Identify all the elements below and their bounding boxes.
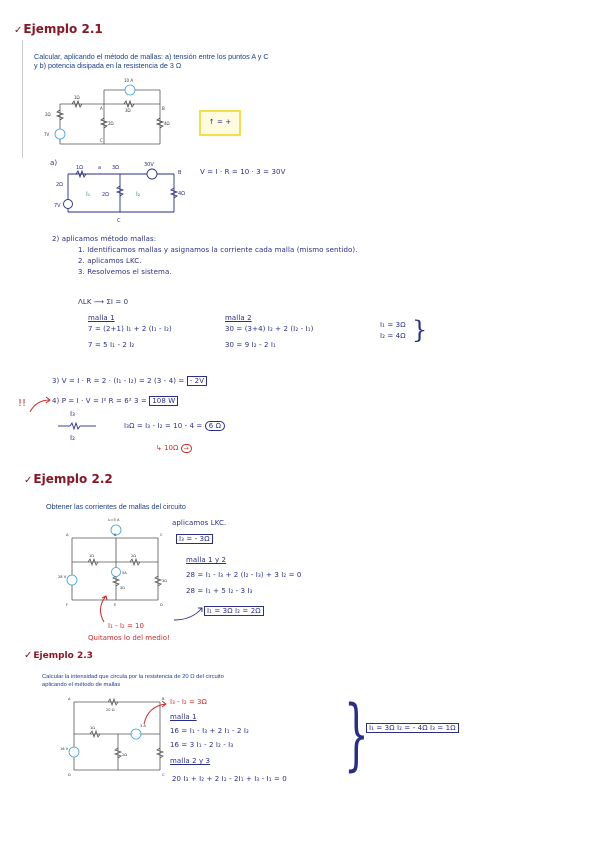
ex3-statement bbox=[42, 674, 224, 689]
ex1-hw-I1: I₁ bbox=[86, 191, 91, 198]
ex2-title: Ejemplo 2.2 bbox=[33, 472, 113, 486]
ex1-step-list bbox=[78, 245, 358, 278]
ex1-pc-v7: 7V bbox=[44, 132, 50, 137]
ex2-lkc: aplicamos LKC. bbox=[172, 519, 227, 527]
ex1-hw-r4: 4Ω bbox=[178, 191, 186, 197]
malla2-eq1: 30 = (3+4) I₂ + 2 (I₂ - I₁) bbox=[225, 325, 314, 333]
ex1-hw-r3: 3Ω bbox=[112, 165, 120, 171]
check-icon: ✓ bbox=[14, 25, 23, 36]
red-arrow-icon bbox=[28, 396, 54, 414]
malla1-eq2: 7 = 5 I₁ - 2 I₂ bbox=[88, 341, 135, 349]
step3-result: - 2V bbox=[187, 376, 207, 386]
i2-label: I₂ bbox=[70, 434, 76, 442]
ex1-malla2 bbox=[225, 313, 313, 351]
ex1-hw-r1: 1Ω bbox=[76, 165, 84, 171]
malla1-eq1: 7 = (2+1) I₁ + 2 (I₁ - I₂) bbox=[88, 325, 172, 333]
ex1-hw-r2b: 2Ω bbox=[102, 192, 110, 198]
ex2-i3-box bbox=[176, 534, 213, 545]
ex2-statement: Obtener las corrientes de mallas del circuito bbox=[46, 502, 186, 511]
ex1-pc-C: C bbox=[100, 138, 103, 143]
ex1-voltage-equation-text: V = I · R = 10 · 3 = 30V bbox=[200, 168, 286, 176]
step-item: 3. Resolvemos el sistema. bbox=[78, 268, 172, 276]
ex1-printed-circuit bbox=[42, 76, 177, 148]
ex1-pc-r4: 4Ω bbox=[164, 121, 170, 126]
ex3-pc-v16: 16 V bbox=[60, 747, 69, 751]
ex2-result bbox=[204, 606, 264, 617]
ex2-pc-src-mid: 5A bbox=[122, 571, 127, 575]
ex3-pc-C: C bbox=[162, 773, 165, 776]
ex2-eq1: 28 = I₁ - I₃ + 2 (I₂ - I₃) + 3 I₂ = 0 bbox=[186, 571, 302, 579]
ex3-statement-line2: aplicando el método de mallas bbox=[42, 681, 121, 688]
ex3-malla1-title: malla 1 bbox=[170, 713, 197, 721]
ex1-hw-v30: 30V bbox=[144, 162, 154, 168]
ex2-pc-src-top: I₃=5 A bbox=[108, 518, 120, 522]
ex1-hw-C: C bbox=[117, 218, 121, 224]
ex1-title: Ejemplo 2.1 bbox=[23, 22, 103, 36]
hw-battery-icon bbox=[64, 200, 73, 209]
ex1-step3 bbox=[52, 376, 207, 387]
sign-convention-text: ↑ = + bbox=[208, 118, 232, 126]
i3r-text: I₃Ω = I₃ - I₂ = 10 - 4 = bbox=[124, 422, 203, 430]
ex1-solution bbox=[380, 320, 406, 342]
ex3-m23-eq: 20 I₃ + I₂ + 2 I₂ - 2I₁ + I₃ - I₁ = 0 bbox=[172, 775, 287, 783]
ex2-red-arrow-icon bbox=[96, 594, 112, 624]
ex1-pc-r2b: 2Ω bbox=[45, 112, 51, 117]
ex2-pc-r3: 3Ω bbox=[120, 586, 126, 590]
check-icon: ✓ bbox=[24, 475, 33, 486]
ex3-brace: } bbox=[344, 690, 369, 780]
ex2-printed-circuit bbox=[58, 516, 168, 606]
ex1-pc-src: 10 A bbox=[124, 78, 134, 83]
ex2-red-eq: I₁ - I₂ = 10 bbox=[108, 622, 144, 630]
step4-result: 108 W bbox=[149, 396, 178, 406]
arrow-circle-icon: → bbox=[181, 444, 192, 453]
resistor-sketch-icon bbox=[56, 419, 106, 433]
solution-brace: } bbox=[412, 316, 428, 344]
ex1-step2-heading: 2) aplicamos método mallas: bbox=[52, 235, 157, 243]
ex3-title: Ejemplo 2.3 bbox=[33, 651, 93, 661]
ex3-pc-r2: 2Ω bbox=[122, 753, 128, 757]
ex3-pc-src: 3 A bbox=[140, 724, 146, 728]
ex2-malla-title: malla 1 y 2 bbox=[186, 556, 227, 564]
sign-convention-note bbox=[199, 110, 241, 136]
ex1-hw-r2: 2Ω bbox=[56, 182, 64, 188]
ex2-pc-E: E bbox=[114, 603, 117, 606]
ex1-pc-r2: 2Ω bbox=[108, 121, 114, 126]
ex3-m1-eq1: 16 = I₁ - I₃ + 2 I₁ - 2 I₂ bbox=[170, 727, 249, 735]
ex2-red-note: Quitamos lo del medio! bbox=[88, 634, 170, 642]
ex1-hw-I2: I₂ bbox=[136, 191, 141, 198]
ex3-red-eq: I₃ - I₂ = 3Ω bbox=[170, 698, 207, 706]
malla1-title: malla 1 bbox=[88, 314, 115, 322]
ex1-i3-resistor bbox=[124, 421, 225, 432]
ex1-pc-A: A bbox=[100, 106, 103, 111]
ex3-malla23-title: malla 2 y 3 bbox=[170, 757, 211, 765]
ex1-lk-rule: ΛLK ⟶ ΣI = 0 bbox=[78, 298, 129, 306]
red-note-text: ↳ 10Ω bbox=[156, 444, 179, 452]
ex1-pc-r1: 1Ω bbox=[74, 95, 80, 100]
ex1-hw-v7: 7V bbox=[54, 203, 61, 209]
ex2-pc-F: F bbox=[66, 603, 69, 606]
solution-i1: I₁ = 3Ω bbox=[380, 321, 406, 329]
i3-label: I₃ bbox=[70, 410, 76, 418]
ex3-result bbox=[366, 723, 459, 734]
ex3-m1-eq2: 16 = 3 I₁ - 2 I₂ - I₃ bbox=[170, 741, 234, 749]
ex1-hw-a: a bbox=[98, 165, 102, 171]
margin-rule bbox=[22, 40, 23, 158]
ex2-pc-v28: 28 V bbox=[58, 575, 67, 579]
ex1-step4 bbox=[52, 396, 178, 407]
malla2-title: malla 2 bbox=[225, 314, 252, 322]
ex2-i3-value: I₃ = - 3Ω bbox=[176, 534, 213, 544]
ex2-pc-A: A bbox=[66, 533, 69, 537]
ex2-pc-C: C bbox=[160, 533, 163, 537]
ex2-result-value: I₁ = 3Ω I₂ = 2Ω bbox=[204, 606, 264, 616]
ex1-hw-circuit bbox=[54, 162, 189, 224]
ex3-heading bbox=[24, 650, 93, 661]
ex3-result-value: I₁ = 3Ω I₂ = - 4Ω I₃ = 1Ω bbox=[366, 723, 459, 733]
step4-text: 4) P = I · V = I² R = 6² 3 = bbox=[52, 397, 147, 405]
solution-i2: I₂ = 4Ω bbox=[380, 332, 406, 340]
ex2-pc-D: D bbox=[160, 603, 163, 606]
ex3-pc-B: B bbox=[162, 697, 165, 701]
ex1-statement-line1: Calcular, aplicando el método de mallas: a) tensión entre los puntos A y C bbox=[34, 52, 269, 61]
ex1-a-label: a) bbox=[50, 159, 58, 167]
ex2-pc-r2: 2Ω bbox=[131, 554, 137, 558]
ex3-red-arrow-icon bbox=[140, 700, 170, 726]
ex1-voltage-equation bbox=[200, 167, 285, 178]
ex1-hw-B: B bbox=[178, 170, 182, 176]
ex1-malla1 bbox=[88, 313, 172, 351]
ex3-pc-r1: 1Ω bbox=[90, 726, 96, 730]
i3r-result: 6 Ω bbox=[205, 421, 225, 431]
check-icon: ✓ bbox=[24, 650, 33, 661]
ex3-statement-line1: Calcular la intensidad que circula por la resistencia de 20 Ω del circuito bbox=[42, 674, 224, 680]
ex2-heading bbox=[24, 472, 113, 486]
ex3-pc-A: A bbox=[68, 697, 71, 701]
step3-text: 3) V = I · R = 2 · (I₁ - I₂) = 2 (3 - 4) = bbox=[52, 377, 185, 385]
ex1-pc-B: B bbox=[162, 106, 165, 111]
step-item: 2. aplicamos LKC. bbox=[78, 257, 142, 265]
step-item: 1. Identificamos mallas y asignamos la corriente cada malla (mismo sentido). bbox=[78, 246, 358, 254]
ex2-pc-B: B bbox=[114, 533, 117, 537]
voltage-source-icon bbox=[55, 129, 65, 139]
ex1-heading bbox=[14, 22, 103, 36]
ex3-pc-D: D bbox=[68, 773, 71, 776]
ex2-pc-r1: 1Ω bbox=[89, 554, 95, 558]
ex2-eq2: 28 = I₁ + 5 I₂ - 3 I₃ bbox=[186, 587, 253, 595]
current-source-icon bbox=[125, 85, 135, 95]
ex1-statement bbox=[34, 52, 364, 70]
malla2-eq2: 30 = 9 I₂ - 2 I₁ bbox=[225, 341, 276, 349]
exclaim-mark: !! bbox=[18, 398, 27, 409]
ex2-pc-r4: 3Ω bbox=[162, 579, 168, 583]
ex3-pc-r20: 20 Ω bbox=[106, 708, 115, 712]
hw-source-icon bbox=[147, 169, 157, 179]
ex1-statement-line2: y b) potencia disipada en la resistencia de 3 Ω bbox=[34, 61, 182, 70]
ex1-red-note bbox=[156, 444, 192, 452]
ex1-pc-r3: 3Ω bbox=[125, 108, 131, 113]
